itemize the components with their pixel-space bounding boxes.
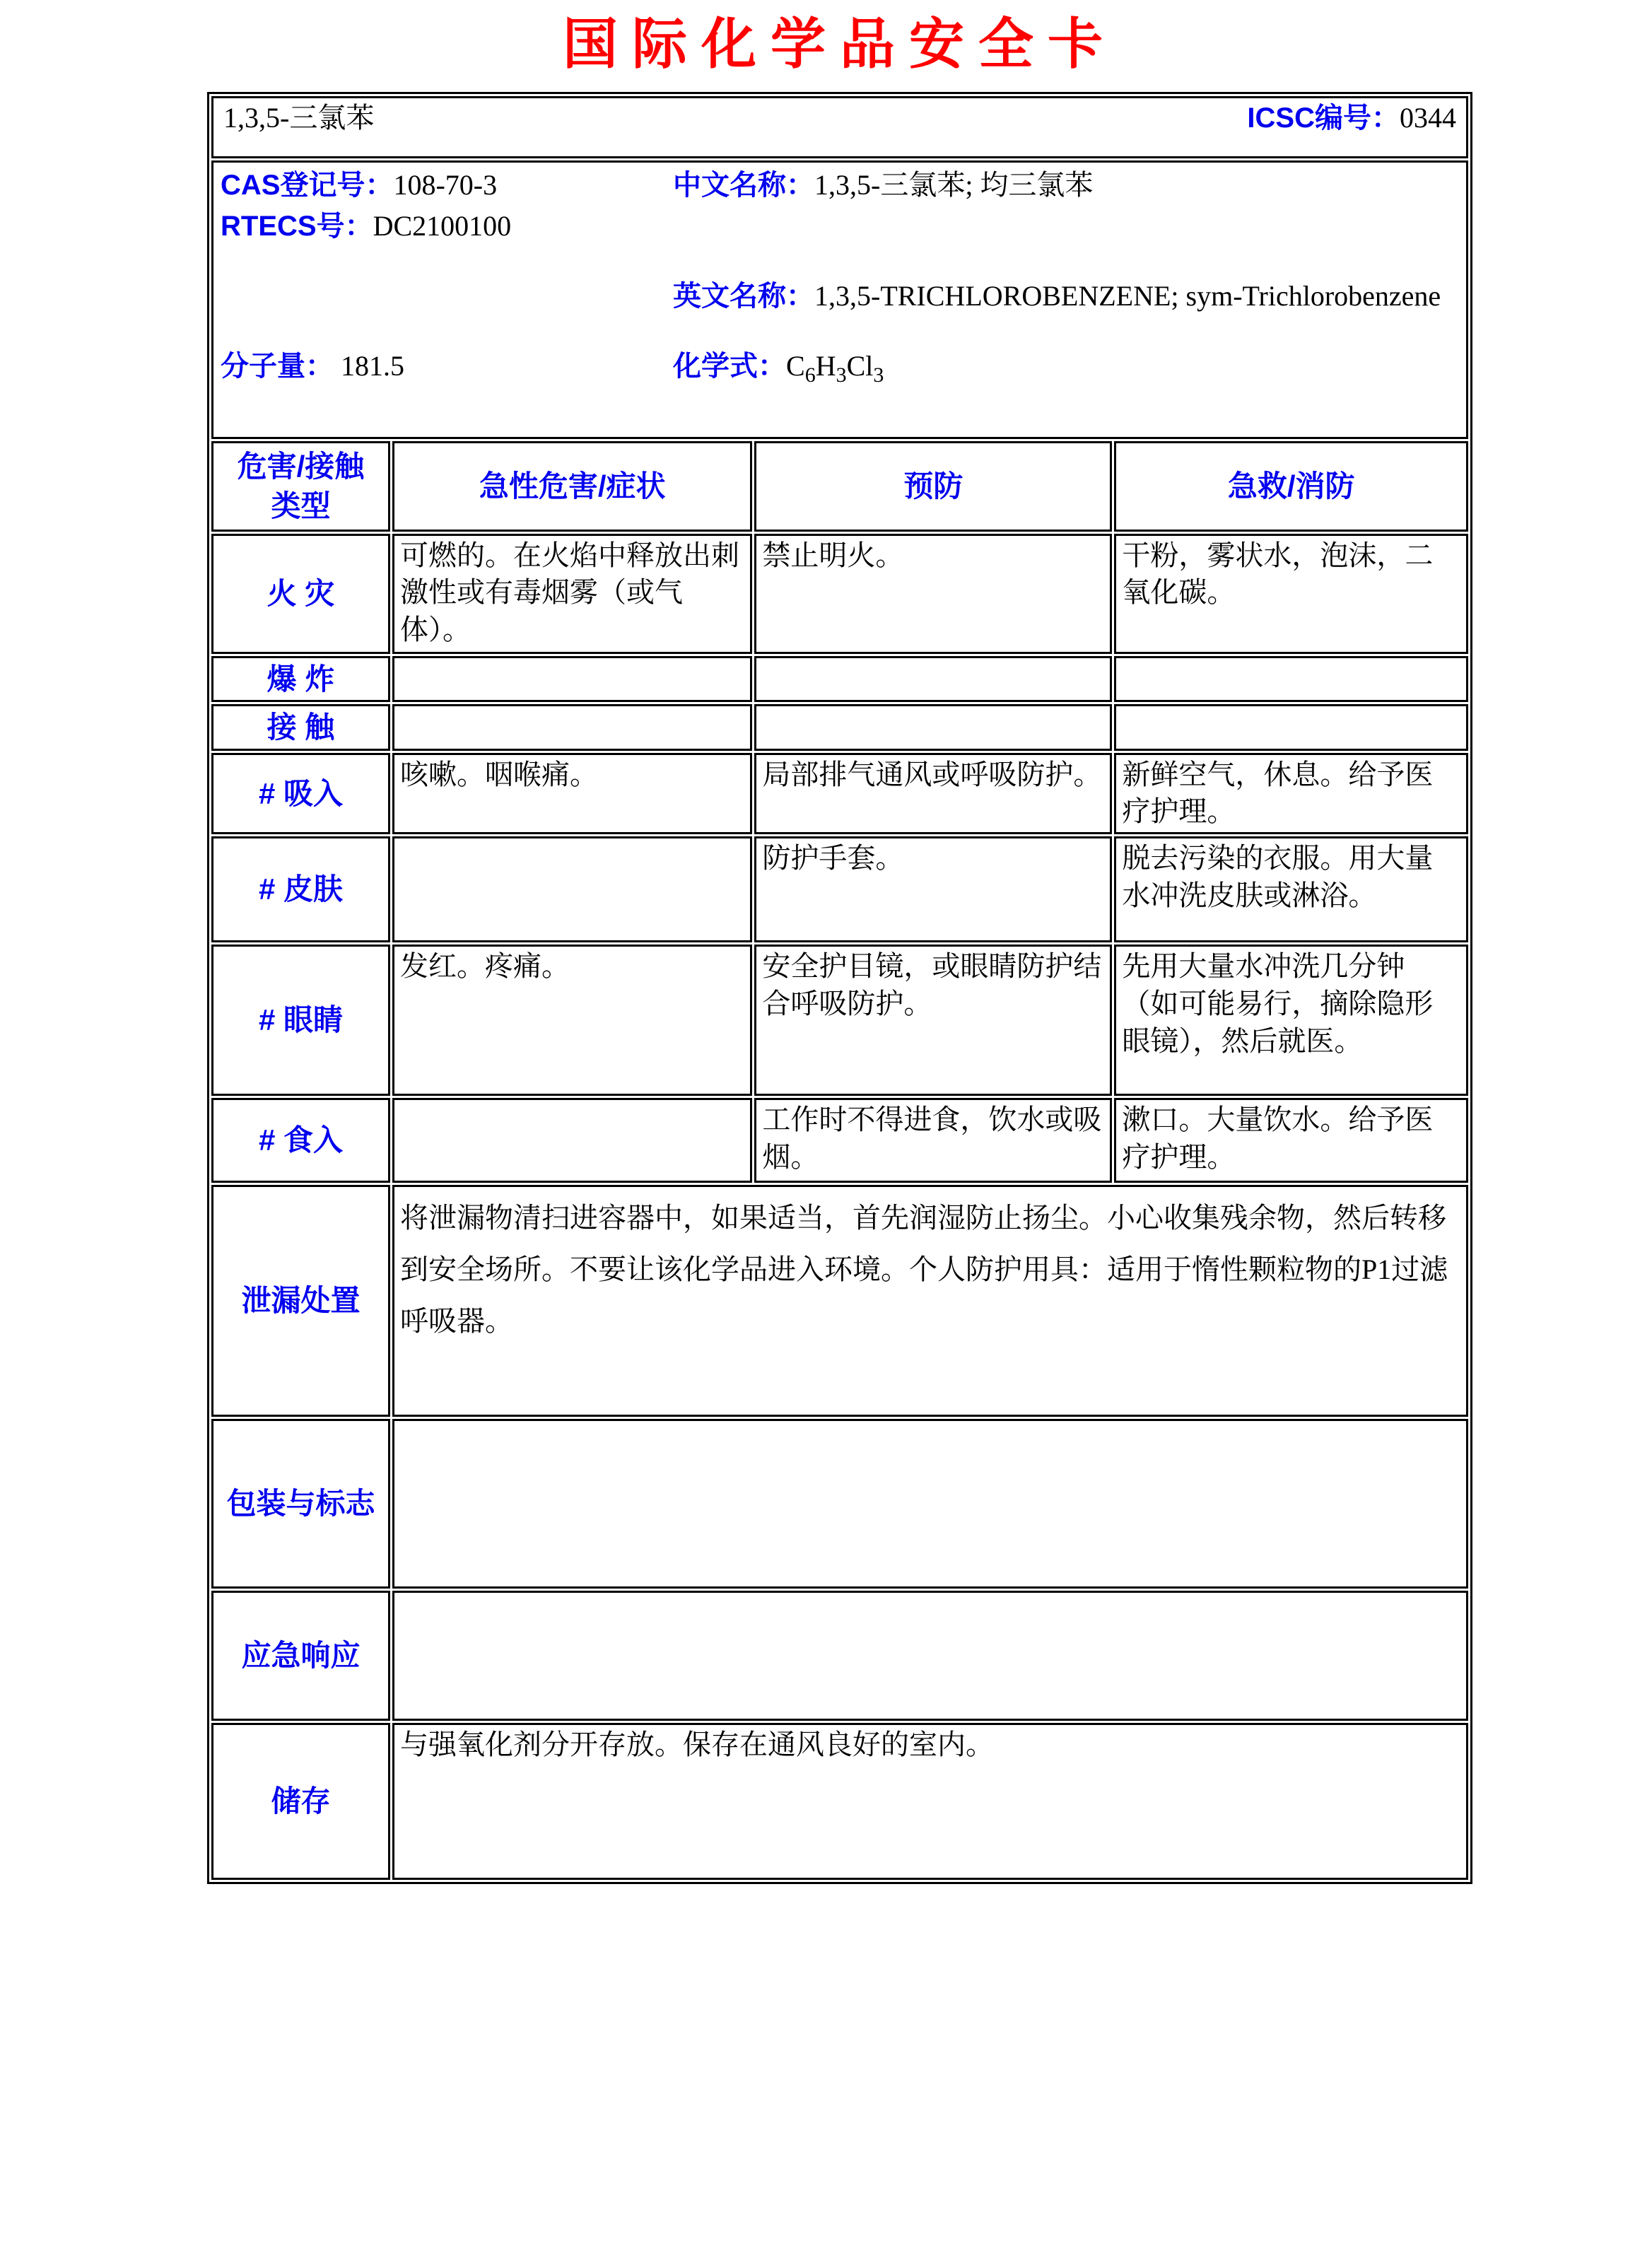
cell-identity [211,160,1468,439]
row-label-eyes: # 眼睛 [211,945,390,1096]
cell-emergency-text [392,1591,1468,1721]
cell-exposure-prevention [754,704,1112,750]
table-row-header [211,441,1468,532]
cell-ingestion-prevention: 工作时不得进食，饮水或吸烟。 [754,1098,1112,1183]
rtecs-value: DC2100100 [373,210,512,242]
table-row-emergency [211,1591,1468,1721]
cn-name-label: 中文名称： [673,169,814,201]
row-label-spillage: 泄漏处置 [211,1185,390,1417]
cell-eyes-prevention: 安全护目镜，或眼睛防护结合呼吸防护。 [754,945,1112,1096]
cell-name [211,96,1468,158]
cell-exposure-response [1114,704,1468,750]
row-label-fire: 火 灾 [211,534,390,654]
cell-skin-symptoms [392,836,752,942]
cell-explosion-prevention [754,656,1112,702]
cn-name-field [673,167,1459,204]
molecular-weight-field [221,348,673,385]
cell-inhalation-response: 新鲜空气，休息。给予医疗护理。 [1114,753,1468,835]
cas-value: 108-70-3 [393,168,498,201]
cell-fire-prevention: 禁止明火。 [754,534,1112,654]
cell-ingestion-response: 漱口。大量饮水。给予医疗护理。 [1114,1098,1468,1183]
table-row-skin [211,836,1468,942]
table-row-inhalation [211,753,1468,835]
molecular-weight-value: 181.5 [341,350,404,382]
table-row-storage [211,1723,1468,1880]
rtecs-field [221,208,673,245]
cell-inhalation-prevention: 局部排气通风或呼吸防护。 [754,753,1112,835]
row-label-inhalation: # 吸入 [211,753,390,835]
cell-packaging-text [392,1419,1468,1589]
header-prevention: 预防 [754,441,1112,532]
table-row-eyes [211,945,1468,1096]
icsc-number-value: 0344 [1400,101,1456,134]
table-row-identity [211,160,1468,439]
table-row-ingestion [211,1098,1468,1183]
identity-line-4 [221,348,1459,385]
identity-line-1 [221,167,1459,204]
row-label-explosion: 爆 炸 [211,656,390,702]
cell-skin-response: 脱去污染的衣服。用大量水冲洗皮肤或淋浴。 [1114,836,1468,942]
cell-eyes-symptoms: 发红。疼痛。 [392,945,752,1096]
row-label-skin: # 皮肤 [211,836,390,942]
table-row-name [211,96,1468,158]
row-label-emergency: 应急响应 [211,1591,390,1721]
cell-spillage-text: 将泄漏物清扫进容器中，如果适当，首先润湿防止扬尘。小心收集残余物，然后转移到安全场所。不要让该化学品进入环境。个人防护用具：适用于惰性颗粒物的P1过滤呼吸器。 [392,1185,1468,1417]
row-label-storage: 储存 [211,1723,390,1880]
cas-field [221,167,673,204]
cell-explosion-response [1114,656,1468,702]
cell-storage-text: 与强氧化剂分开存放。保存在通风良好的室内。 [392,1723,1468,1880]
row-label-ingestion: # 食入 [211,1098,390,1183]
icsc-number [1247,100,1456,137]
icsc-number-label: ICSC编号： [1247,102,1400,134]
identity-line-3 [221,278,1459,315]
table-row-exposure [211,704,1468,750]
cell-inhalation-symptoms: 咳嗽。咽喉痛。 [392,753,752,835]
formula-value: $C_6H_3Cl_3$ [786,350,884,387]
table-row-packaging [211,1419,1468,1589]
rtecs-label: RTECS号： [221,211,373,242]
formula-field [673,348,1459,385]
cell-exposure-symptoms [392,704,752,750]
cell-eyes-response: 先用大量水冲洗几分钟（如可能易行，摘除隐形眼镜），然后就医。 [1114,945,1468,1096]
cell-ingestion-symptoms [392,1098,752,1183]
en-name-value: 1,3,5-TRICHLOROBENZENE; sym-Trichlorobenzene [814,280,1441,312]
en-name-label: 英文名称： [673,281,814,312]
table-row-fire [211,534,1468,654]
cell-fire-response: 干粉，雾状水，泡沫，二氧化碳。 [1114,534,1468,654]
icsc-card-table [207,92,1472,1884]
identity-line-2 [221,208,1459,245]
molecular-weight-label: 分子量： [221,351,334,382]
cell-skin-prevention: 防护手套。 [754,836,1112,942]
row-label-packaging: 包装与标志 [211,1419,390,1589]
cell-explosion-symptoms [392,656,752,702]
header-acute-hazards: 急性危害/症状 [392,441,752,532]
header-first-aid: 急救/消防 [1114,441,1468,532]
row-label-exposure: 接 触 [211,704,390,750]
header-hazard-type: 危害/接触 类型 [211,441,390,532]
en-name-field [673,278,1451,315]
table-row-explosion [211,656,1468,702]
formula-label: 化学式： [673,351,786,382]
page-title: 国际化学品安全卡 [562,13,1117,75]
cas-label: CAS登记号： [221,169,394,201]
cn-name-value: 1,3,5-三氯苯; 均三氯苯 [814,168,1094,201]
table-row-spillage [211,1185,1468,1417]
cell-fire-symptoms: 可燃的。在火焰中释放出刺激性或有毒烟雾（或气体）。 [392,534,752,654]
chemical-name: 1,3,5-三氯苯 [223,101,375,134]
